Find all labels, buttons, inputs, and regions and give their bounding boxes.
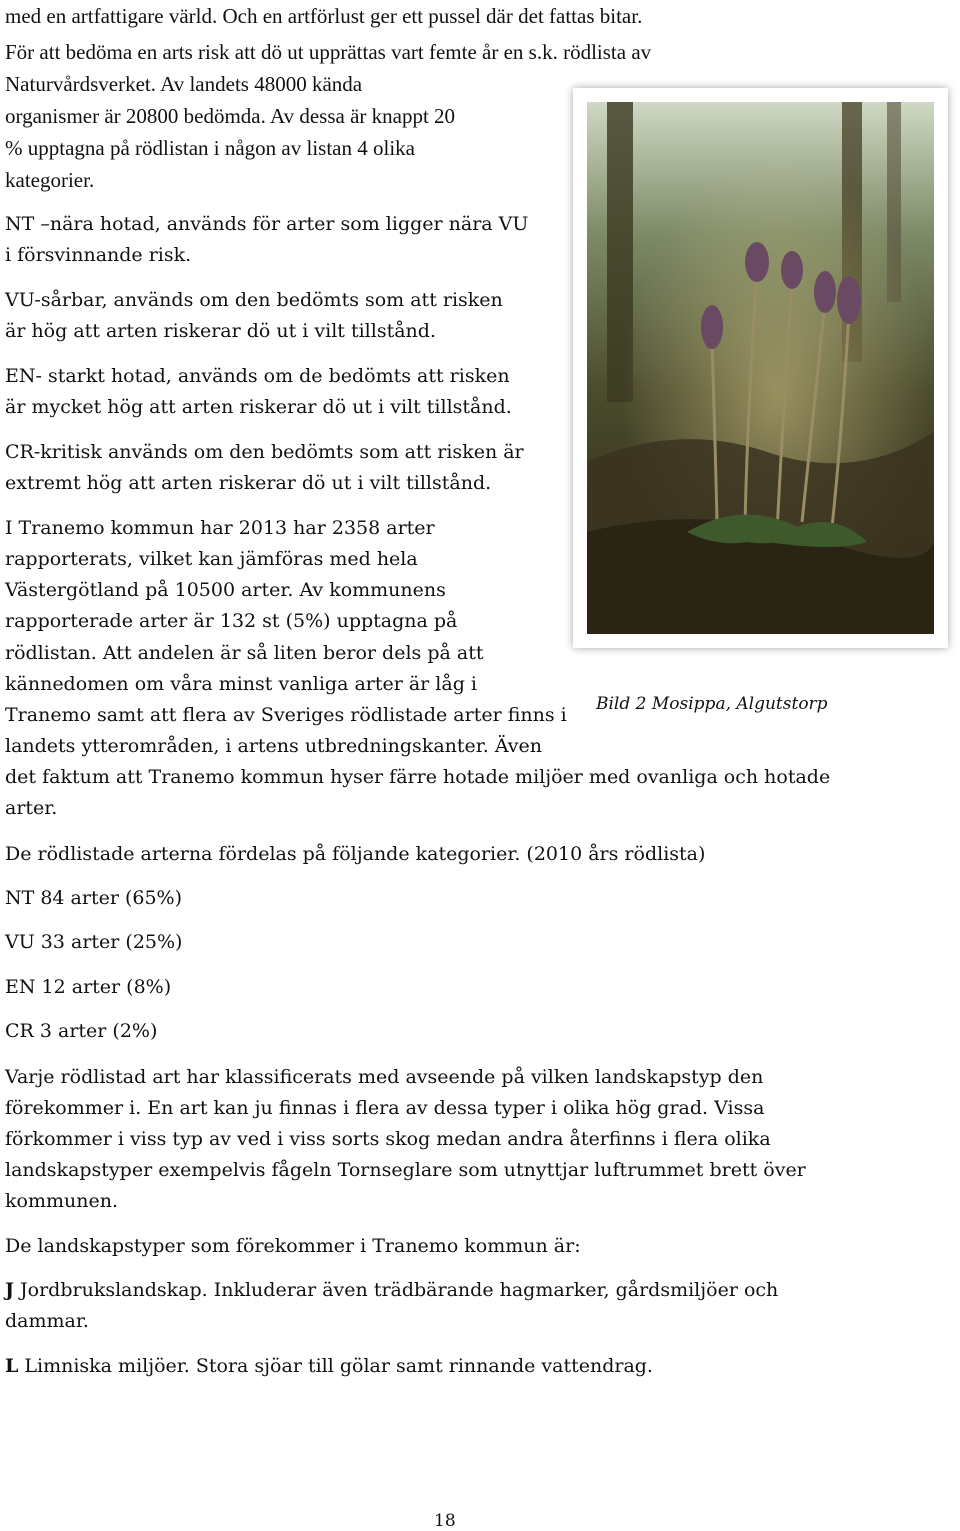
text-line: det faktum att Tranemo kommun hyser färre hotade miljöer med ovanliga och hotade xyxy=(5,766,831,788)
text-line: kännedomen om våra minst vanliga arter är låg i xyxy=(5,673,477,695)
text-line: Naturvårdsverket. Av landets 48000 kända xyxy=(5,72,363,96)
landscape-text: Jordbrukslandskap. Inkluderar även trädbärande hagmarker, gårdsmiljöer och xyxy=(14,1279,779,1301)
text-line: I Tranemo kommun har 2013 har 2358 arter xyxy=(5,517,435,539)
text-line: % upptagna på rödlistan i någon av listan 4 olika xyxy=(5,136,415,160)
text-line: förekommer i. En art kan ju finnas i flera av dessa typer i olika hög grad. Vissa xyxy=(5,1097,765,1119)
text-line: De rödlistade arterna fördelas på följande kategorier. (2010 års rödlista) xyxy=(5,843,706,865)
text-line: Varje rödlistad art har klassificerats med avseende på vilken landskapstyp den xyxy=(5,1066,764,1088)
mosippa-photo xyxy=(587,102,934,634)
text-line: med en artfattigare värld. Och en artförlust ger ett pussel där det fattas bitar. xyxy=(5,4,643,28)
text-line: extremt hög att arten riskerar dö ut i vilt tillstånd. xyxy=(5,472,492,494)
text-line: rapporterade arter är 132 st (5%) upptagna på xyxy=(5,610,458,632)
text-line: är mycket hög att arten riskerar dö ut i vilt tillstånd. xyxy=(5,396,512,418)
category-item: EN 12 arter (8%) xyxy=(5,976,172,998)
landscape-letter: L xyxy=(5,1355,19,1377)
text-line: kommunen. xyxy=(5,1190,118,1212)
landscape-text: Limniska miljöer. Stora sjöar till gölar samt rinnande vattendrag. xyxy=(18,1355,653,1377)
text-line: rapporterats, vilket kan jämföras med hela xyxy=(5,548,418,570)
text-line: VU-sårbar, används om den bedömts som att risken xyxy=(5,289,503,311)
text-line: För att bedöma en arts risk att dö ut upprättas vart femte år en s.k. rödlista av xyxy=(5,40,652,64)
text-line: landets ytterområden, i artens utbredningskanter. Även xyxy=(5,735,543,757)
text-line: i försvinnande risk. xyxy=(5,244,192,266)
text-line: NT –nära hotad, används för arter som ligger nära VU xyxy=(5,213,529,235)
text-line: landskapstyper exempelvis fågeln Tornseglare som utnyttjar luftrummet brett över xyxy=(5,1159,806,1181)
text-line: De landskapstyper som förekommer i Tranemo kommun är: xyxy=(5,1235,581,1257)
text-line: rödlistan. Att andelen är så liten beror dels på att xyxy=(5,642,484,664)
category-item: NT 84 arter (65%) xyxy=(5,887,183,909)
figure-caption: Bild 2 Mosippa, Algutstorp xyxy=(596,694,828,714)
text-line: organismer är 20800 bedömda. Av dessa är knappt 20 xyxy=(5,104,456,128)
landscape-item-l xyxy=(5,1354,653,1378)
text-line: är hög att arten riskerar dö ut i vilt tillstånd. xyxy=(5,320,436,342)
text-line: CR-kritisk används om den bedömts som att risken är xyxy=(5,441,524,463)
photo-illustration xyxy=(587,102,934,634)
text-line: Tranemo samt att flera av Sveriges rödlistade arter finns i xyxy=(5,704,567,726)
page-number: 18 xyxy=(434,1511,456,1531)
category-item: CR 3 arter (2%) xyxy=(5,1020,158,1042)
text-line: Västergötland på 10500 arter. Av kommunens xyxy=(5,579,446,601)
landscape-item-j-cont xyxy=(5,1309,89,1333)
photo-frame xyxy=(573,88,948,648)
text-line: kategorier. xyxy=(5,168,95,192)
landscape-letter: J xyxy=(5,1279,14,1301)
text-line: arter. xyxy=(5,797,58,819)
text-line: EN- starkt hotad, används om de bedömts att risken xyxy=(5,365,510,387)
category-item: VU 33 arter (25%) xyxy=(5,931,183,953)
text-line: förkommer i viss typ av ved i viss sorts skog medan andra återfinns i flera olika xyxy=(5,1128,771,1150)
landscape-text: dammar. xyxy=(5,1310,89,1332)
landscape-item-j xyxy=(5,1278,778,1302)
